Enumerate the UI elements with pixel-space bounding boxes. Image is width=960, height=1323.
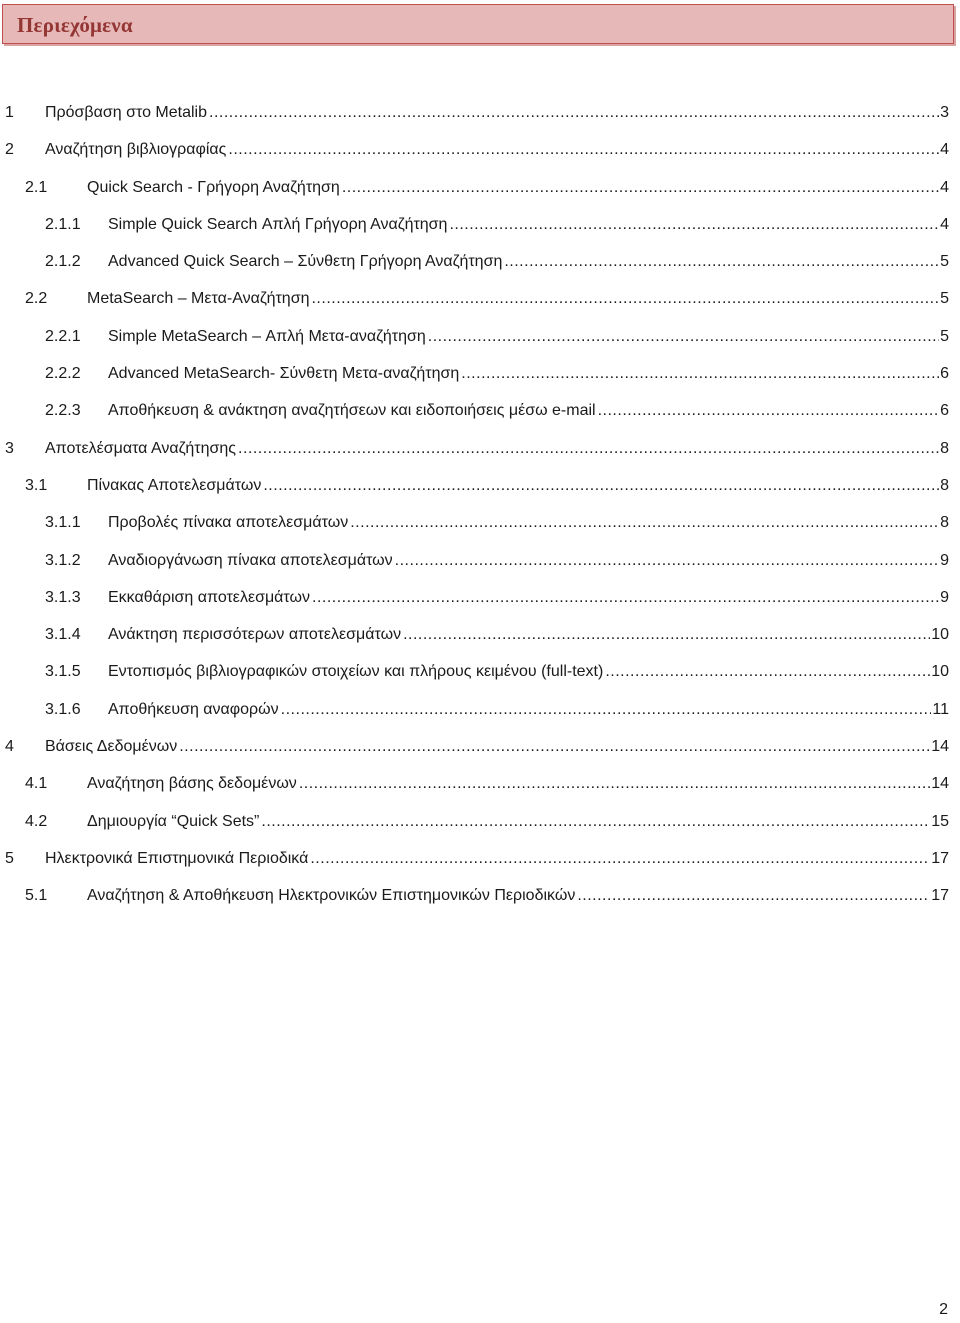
toc-entry[interactable] — [0, 392, 949, 429]
page-title: Περιεχόμενα — [17, 13, 133, 37]
toc-entry[interactable] — [0, 131, 949, 168]
toc-entry-number: 2.2.3 — [45, 402, 81, 420]
toc-entry-page: 5 — [940, 253, 949, 271]
toc-entry[interactable] — [0, 579, 949, 616]
toc-entry[interactable] — [0, 318, 949, 355]
toc-entry-page: 17 — [931, 887, 949, 905]
dot-leader — [461, 355, 939, 392]
dot-leader — [179, 728, 930, 765]
toc-entry-title: Προβολές πίνακα αποτελεσμάτων — [108, 504, 350, 541]
toc-entry-number: 3.1 — [25, 476, 48, 494]
toc-entry-title: Πρόσβαση στο Metalib — [45, 94, 209, 131]
dot-leader — [310, 840, 930, 877]
toc-entry[interactable] — [0, 877, 949, 914]
toc-entry[interactable] — [0, 430, 949, 467]
toc-entry-title: Αναζήτηση βιβλιογραφίας — [45, 131, 228, 168]
toc-entry-title: Αναζήτηση & Αποθήκευση Ηλεκτρονικών Επιστημονικών Περιοδικών — [87, 877, 577, 914]
dot-leader — [395, 542, 939, 579]
toc-entry-title: Αποτελέσματα Αναζήτησης — [45, 430, 238, 467]
toc-entry-title: Αναδιοργάνωση πίνακα αποτελεσμάτων — [108, 542, 395, 579]
toc-entry-number: 2.1.1 — [45, 215, 81, 233]
toc-entry-number: 2.2 — [25, 290, 48, 308]
toc-entry[interactable] — [0, 616, 949, 653]
toc-entry-page: 8 — [940, 439, 949, 457]
dot-leader — [261, 803, 930, 840]
dot-leader — [311, 280, 939, 317]
toc-entry[interactable] — [0, 542, 949, 579]
toc-entry[interactable] — [0, 169, 949, 206]
toc-entry[interactable] — [0, 728, 949, 765]
toc-entry-title: Advanced MetaSearch- Σύνθετη Μετα-αναζήτηση — [108, 355, 461, 392]
toc-entry-number: 3 — [5, 439, 14, 457]
toc-entry-page: 9 — [940, 551, 949, 569]
toc-entry[interactable] — [0, 691, 949, 728]
dot-leader — [312, 579, 939, 616]
toc-entry-page: 11 — [932, 700, 949, 718]
toc-entry-page: 9 — [940, 588, 949, 606]
dot-leader — [504, 243, 939, 280]
toc-entry[interactable] — [0, 765, 949, 802]
toc-entry[interactable] — [0, 467, 949, 504]
toc-entry-page: 17 — [931, 849, 949, 867]
toc-entry-page: 14 — [931, 775, 949, 793]
toc-entry-title: Advanced Quick Search – Σύνθετη Γρήγορη Αναζήτηση — [108, 243, 504, 280]
toc-entry-title: Αποθήκευση αναφορών — [108, 691, 281, 728]
dot-leader — [342, 169, 939, 206]
toc-entry[interactable] — [0, 840, 949, 877]
toc-entry-number: 2.1 — [25, 178, 48, 196]
toc-entry-page: 15 — [931, 812, 949, 830]
toc-entry-page: 3 — [940, 104, 949, 121]
toc-entry-number: 3.1.6 — [45, 700, 81, 718]
toc-entry-number: 3.1.4 — [45, 626, 81, 644]
toc-entry-number: 2.2.1 — [45, 327, 81, 345]
dot-leader — [299, 765, 930, 802]
dot-leader — [238, 430, 939, 467]
toc-entry-number: 5.1 — [25, 887, 48, 905]
dot-leader — [403, 616, 930, 653]
dot-leader — [281, 691, 932, 728]
toc-entry-title: Αναζήτηση βάσης δεδομένων — [87, 765, 299, 802]
toc-entry-title: Ηλεκτρονικά Επιστημονικά Περιοδικά — [45, 840, 310, 877]
toc-entry-page: 10 — [931, 626, 949, 644]
toc-entry-page: 5 — [940, 327, 949, 345]
toc-entry-title: Εκκαθάριση αποτελεσμάτων — [108, 579, 312, 616]
toc-entry-page: 4 — [940, 178, 949, 196]
dot-leader — [577, 877, 930, 914]
dot-leader — [263, 467, 939, 504]
toc-entry-page: 6 — [940, 402, 949, 420]
toc-entry-title: Simple MetaSearch – Απλή Μετα-αναζήτηση — [108, 318, 428, 355]
toc-entry-title: Πίνακας Αποτελεσμάτων — [87, 467, 263, 504]
toc-entry[interactable] — [0, 803, 949, 840]
table-of-contents — [0, 94, 960, 915]
toc-entry-number: 3.1.1 — [45, 514, 81, 532]
toc-header-banner — [2, 4, 954, 44]
dot-leader — [598, 392, 940, 429]
toc-entry-page: 10 — [931, 663, 949, 681]
toc-entry-title: Simple Quick Search Απλή Γρήγορη Αναζήτηση — [108, 206, 449, 243]
toc-entry-title: Βάσεις Δεδομένων — [45, 728, 179, 765]
toc-entry-number: 2.2.2 — [45, 365, 81, 383]
toc-entry-page: 8 — [940, 514, 949, 532]
toc-entry-number: 4.1 — [25, 775, 48, 793]
dot-leader — [428, 318, 939, 355]
toc-entry-title: Εντοπισμός βιβλιογραφικών στοιχείων και πλήρους κειμένου (full-text) — [108, 653, 605, 690]
dot-leader — [228, 131, 939, 168]
dot-leader — [350, 504, 939, 541]
toc-entry[interactable] — [0, 243, 949, 280]
toc-entry-page: 8 — [940, 476, 949, 494]
toc-entry-page: 6 — [940, 365, 949, 383]
toc-entry-page: 5 — [940, 290, 949, 308]
toc-entry-number: 2 — [5, 141, 14, 159]
toc-entry-number: 3.1.3 — [45, 588, 81, 606]
toc-entry-number: 5 — [5, 849, 14, 867]
toc-entry-page: 4 — [940, 141, 949, 159]
toc-entry[interactable] — [0, 653, 949, 690]
toc-entry-number: 4.2 — [25, 812, 48, 830]
toc-entry-title: Ανάκτηση περισσότερων αποτελεσμάτων — [108, 616, 403, 653]
toc-entry-number: 2.1.2 — [45, 253, 81, 271]
toc-entry[interactable] — [0, 280, 949, 317]
dot-leader — [449, 206, 939, 243]
toc-entry-number: 4 — [5, 738, 14, 756]
toc-entry[interactable] — [0, 504, 949, 541]
toc-entry-title: MetaSearch – Μετα-Αναζήτηση — [87, 280, 311, 317]
dot-leader — [605, 653, 930, 690]
toc-entry-page: 14 — [931, 738, 949, 756]
toc-entry-title: Δημιουργία “Quick Sets” — [87, 803, 261, 840]
toc-entry-page: 4 — [940, 215, 949, 233]
page-number: 2 — [939, 1301, 948, 1318]
toc-entry-number: 3.1.2 — [45, 551, 81, 569]
dot-leader — [209, 94, 939, 131]
toc-entry-number: 1 — [5, 104, 14, 121]
toc-entry[interactable] — [0, 355, 949, 392]
toc-entry-number: 3.1.5 — [45, 663, 81, 681]
toc-entry[interactable] — [0, 206, 949, 243]
toc-entry[interactable] — [0, 94, 949, 131]
toc-entry-title: Αποθήκευση & ανάκτηση αναζητήσεων και ειδοποιήσεις μέσω e-mail — [108, 392, 598, 429]
toc-entry-title: Quick Search - Γρήγορη Αναζήτηση — [87, 169, 342, 206]
